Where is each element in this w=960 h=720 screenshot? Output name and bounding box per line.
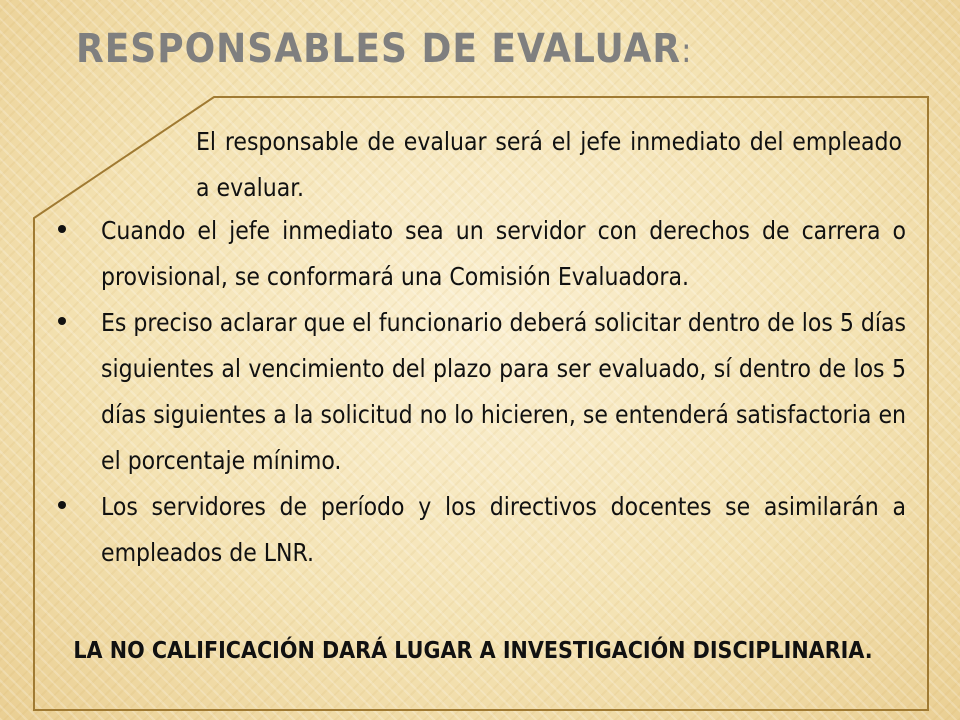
list-item [58,208,906,300]
slide-title-text: RESPONSABLES DE EVALUAR [76,26,682,72]
intro-paragraph: El responsable de evaluar será el jefe inmediato del empleado a evaluar. [196,127,902,202]
bullet-dot-icon [58,501,66,509]
bullet-dot-icon [58,317,66,325]
list-item [58,300,906,484]
bullet-text: Es preciso aclarar que el funcionario deberá solicitar dentro de los 5 días siguientes al vencimiento del plazo para ser evaluado, sí dentro de los 5 días siguientes a la solicitud no lo hicieren, se entenderá satisfactoria en el porcentaje mínimo. [101,308,906,475]
footer-note: LA NO CALIFICACIÓN DARÁ LUGAR A INVESTIGACIÓN DISCIPLINARIA. [73,638,873,664]
bullet-list [58,208,906,576]
list-item [58,484,906,576]
bullet-text: Cuando el jefe inmediato sea un servidor con derechos de carrera o provisional, se conformará una Comisión Evaluadora. [101,216,906,291]
bullet-text: Los servidores de período y los directivos docentes se asimilarán a empleados de LNR. [101,492,906,567]
bullet-dot-icon [58,225,66,233]
slide-title-colon: : [681,31,693,71]
